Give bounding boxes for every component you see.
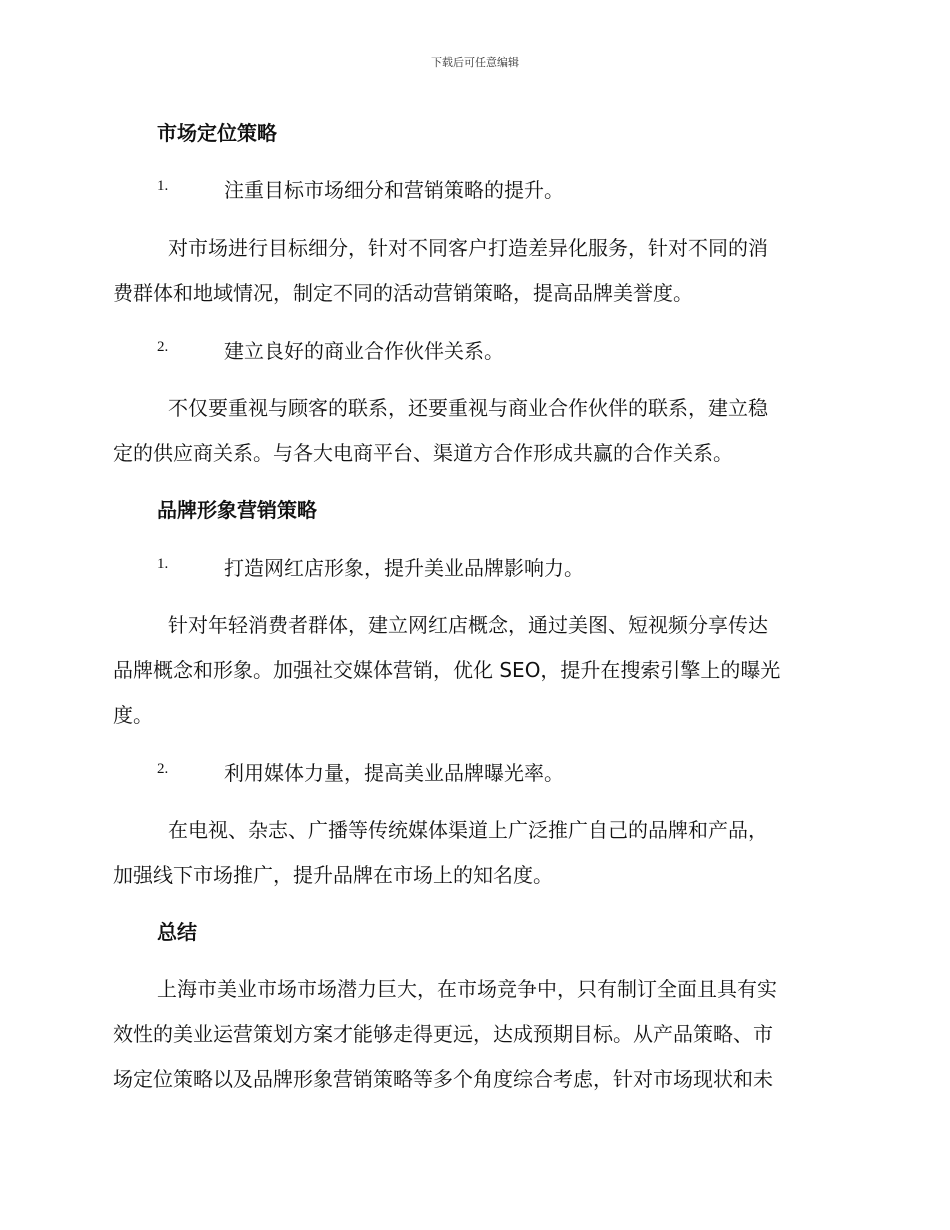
section-heading: 市场定位策略 [157,121,277,145]
paragraph-line: 场定位策略以及品牌形象营销策略等多个角度综合考虑，针对市场现状和未 [113,1067,773,1091]
paragraph-line: 定的供应商关系。与各大电商平台、渠道方合作形成共赢的合作关系。 [113,441,733,465]
paragraph-line: 不仅要重视与顾客的联系，还要重视与商业合作伙伴的联系，建立稳 [168,396,768,420]
paragraph-line: 在电视、杂志、广播等传统媒体渠道上广泛推广自己的品牌和产品， [168,818,768,842]
list-number: 2. [157,339,169,355]
list-item-title: 建立良好的商业合作伙伴关系。 [224,339,504,363]
paragraph-line: 费群体和地域情况，制定不同的活动营销策略，提高品牌美誉度。 [113,281,693,305]
list-item-title: 利用媒体力量，提高美业品牌曝光率。 [224,761,564,785]
page-header: 下载后可任意编辑 [431,56,519,69]
list-number: 1. [157,556,169,572]
list-number: 2. [157,761,169,777]
list-item-title: 打造网红店形象，提升美业品牌影响力。 [224,556,584,580]
paragraph-line: 上海市美业市场市场潜力巨大，在市场竞争中，只有制订全面且具有实 [157,977,777,1001]
list-item-title: 注重目标市场细分和营销策略的提升。 [224,178,564,202]
paragraph-line: 效性的美业运营策划方案才能够走得更远，达成预期目标。从产品策略、市 [113,1022,773,1046]
section-heading: 总结 [157,920,197,944]
paragraph-line: 加强线下市场推广，提升品牌在市场上的知名度。 [113,863,553,887]
paragraph-line: 品牌概念和形象。加强社交媒体营销，优化 SEO，提升在搜索引擎上的曝光 [113,658,781,682]
paragraph-line: 针对年轻消费者群体，建立网红店概念，通过美图、短视频分享传达 [168,613,768,637]
list-number: 1. [157,178,169,194]
section-heading: 品牌形象营销策略 [157,498,317,522]
paragraph-line: 对市场进行目标细分，针对不同客户打造差异化服务，针对不同的消 [168,236,768,260]
paragraph-line: 度。 [113,703,153,727]
